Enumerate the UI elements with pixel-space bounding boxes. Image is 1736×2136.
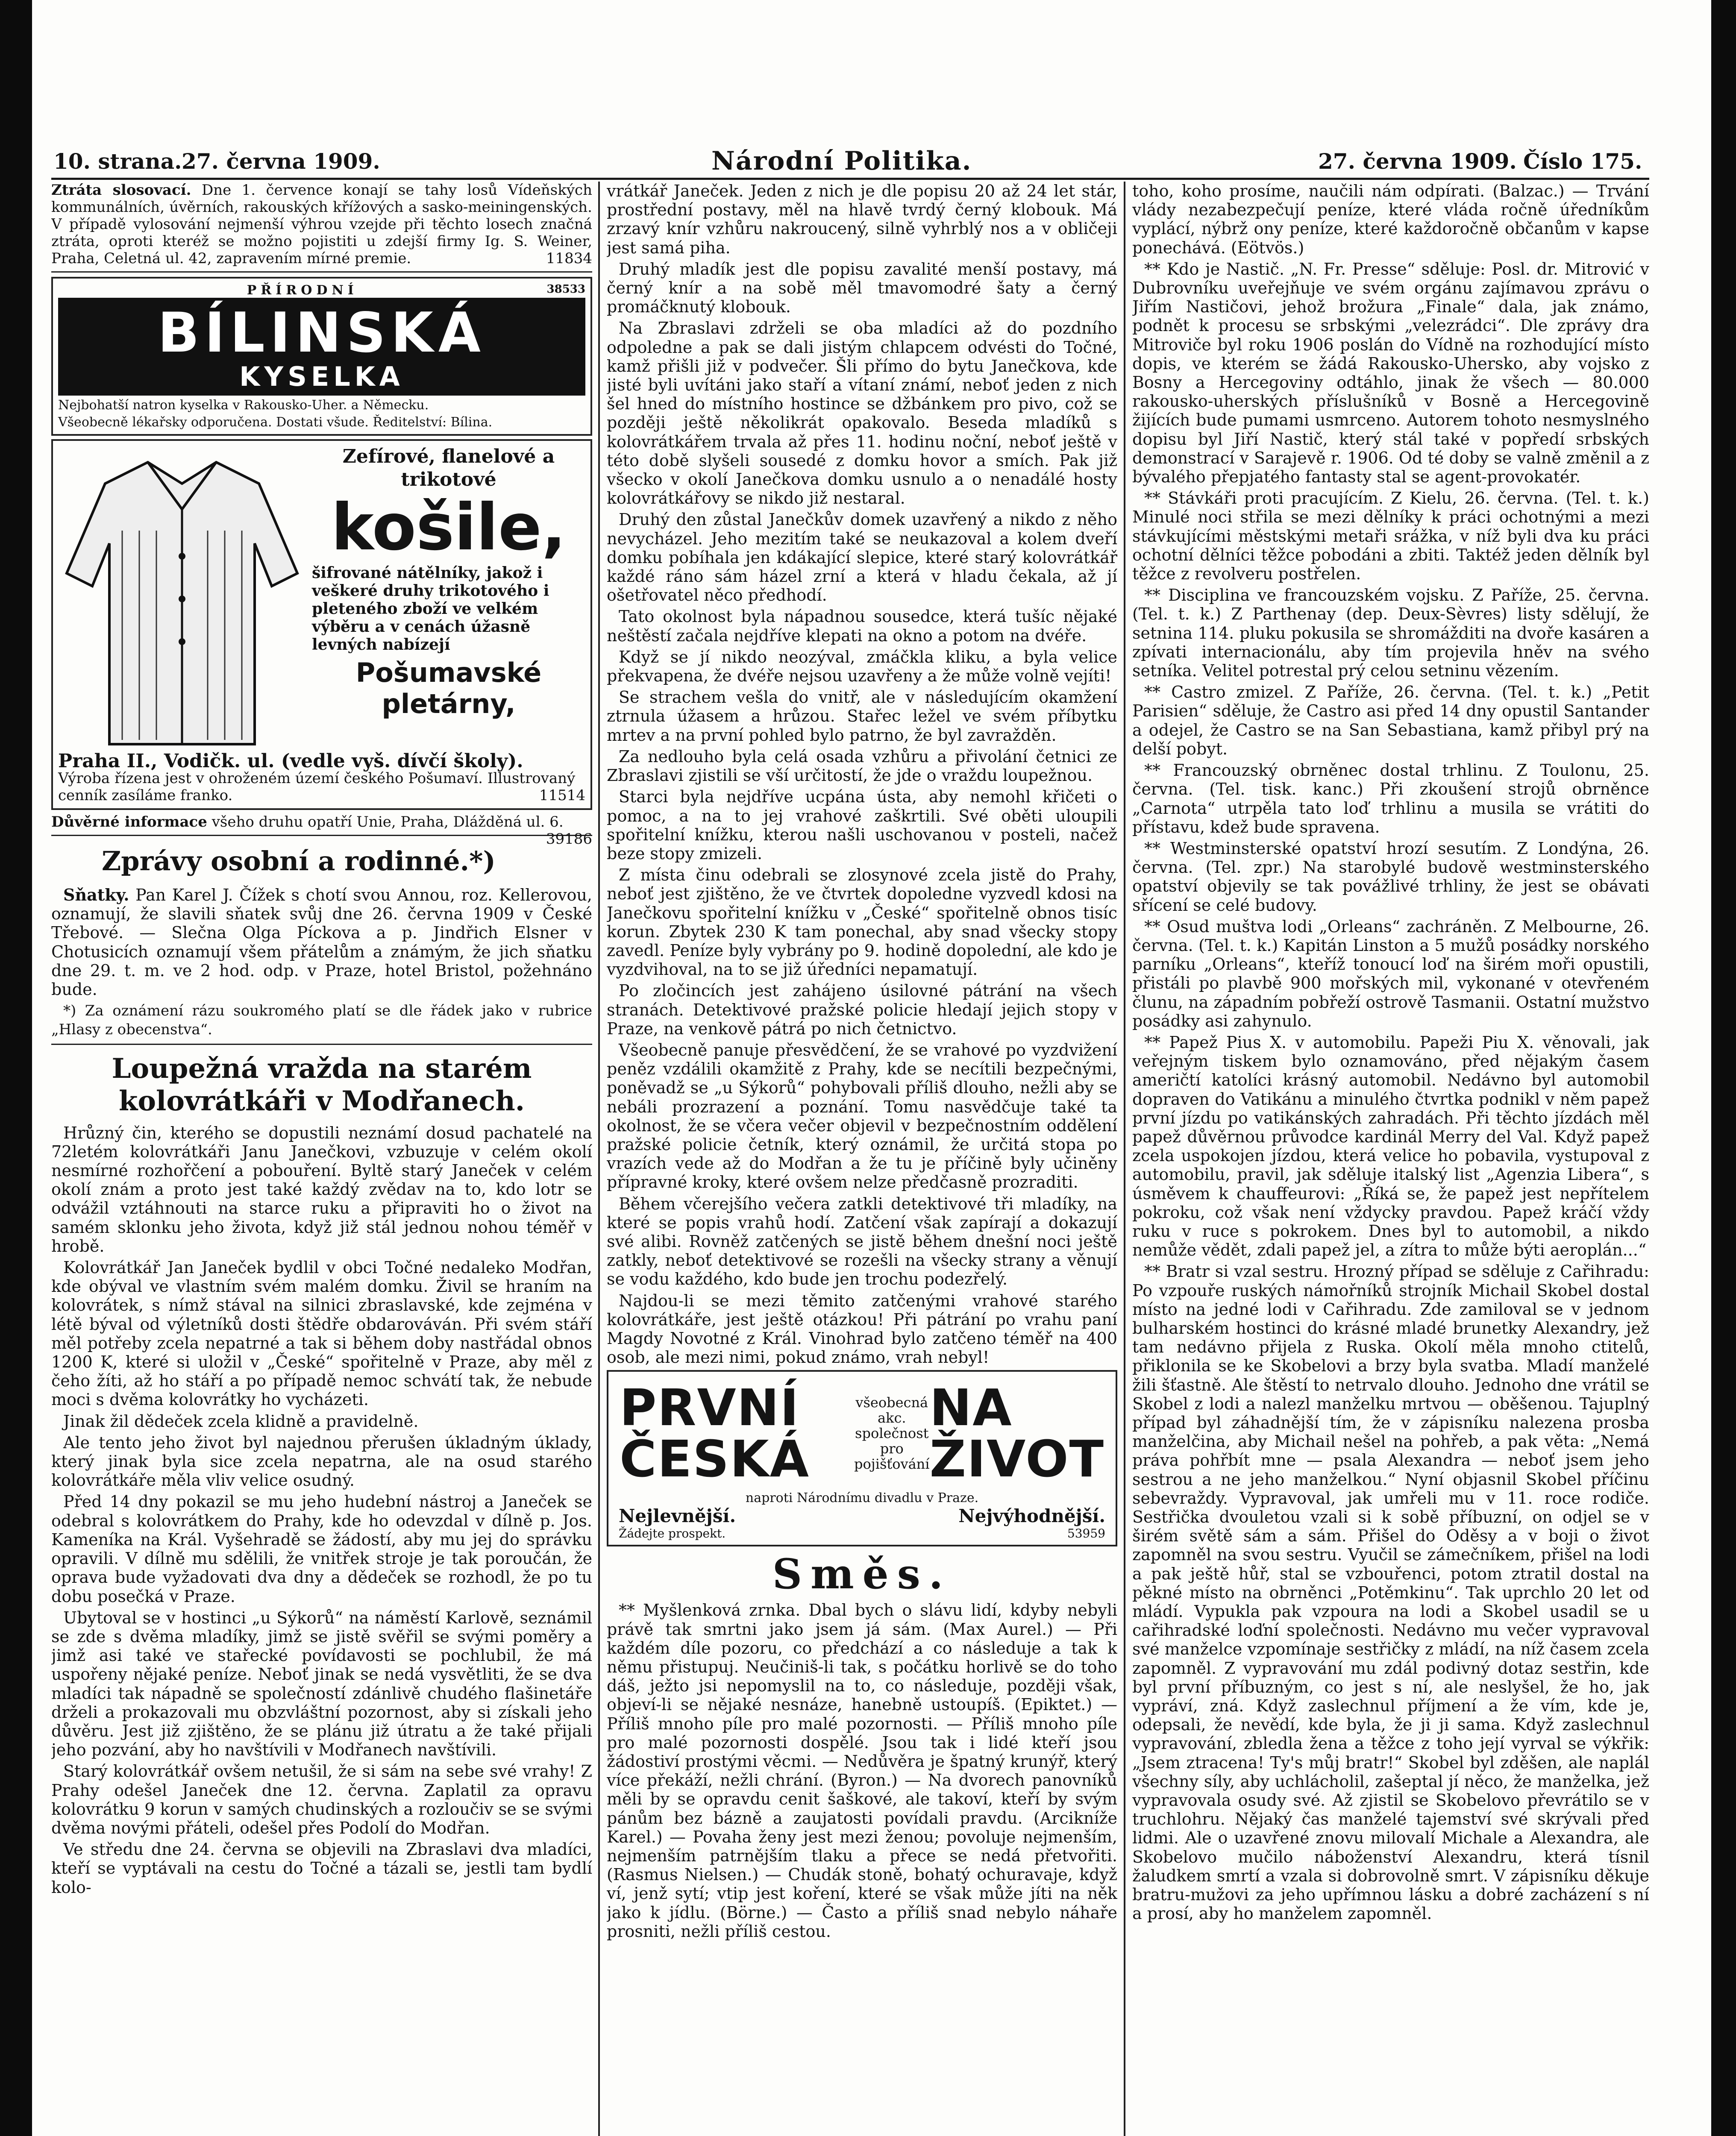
news-par: ** Castro zmizel. Z Paříže, 26. června. (Tel. t. k.) „Petit Parisien“ sděluje, že Castro asi před 14 dny opustil Santander a odejel, že Castro se na San Sebastiana, kamž přibyl prý na delší pobyt. [1132,683,1649,758]
murder-par: Druhý mladík jest dle popisu zavalité menší postavy, má černý knír a na sobě měl tmavomodré šaty a černý promáčknutý klobouk. [607,259,1117,317]
column-3 [1132,182,1649,2136]
insurance-middle3: pro [880,1441,904,1457]
page-header [53,146,1643,179]
murder-par: Před 14 dny pokazil se mu jeho hudební nástroj a Janeček se odebral s kolovrátkem do Prahy, kde ho odevzdal v dílně p. Jos. Kameníka na Král. Vyšehradě se žádostí, aby mu jej do správku opravili. V dílně mu sdělili, že vnitřek stroje je tak poroučán, že oprava bude vyžadovati dva dny a dědeček se rozhodl, že po tu dobu posečká v Praze. [51,1492,592,1606]
murder-par: Se strachem vešla do vnitř, ale v následujícím okamžení ztrnula úžasem a hrůzou. Stařec ležel ve svém příbytku mrtev a na první pohled bylo patrno, že byl zavražděn. [607,688,1117,745]
murder-par: Ubytoval se v hostinci „u Sýkorů“ na náměstí Karlově, seznámil se zde s dvěma mladíky, jimž se jistě svěřil se svými poměry a jimž asi také ve stařecké povídavosti se pochlubil, že má uspořeny nějaké peníze. Neboť jinak se nedá vysvětliti, že se dva mladíci tak nápadně se společností zdánlivě chudého flašinetáře drželi a prokazovali mu obzvláštní pozornost, aby si získali jeho důvěru. Jest již zjištěno, že se plánu již útratu a že také přijali jeho pozvání, aby ho navštívili v Modřanech navštívili. [51,1608,592,1760]
news-par: ** Disciplina ve francouzském vojsku. Z Paříže, 25. června. (Tel. t. k.) Z Parthenay (dep. Deux-Sèvres) listy sdělují, že setnina 114. pluku pokusila se shromážditi na dvoře kasáren a zpívati internacionálu, aby tím projevila hněv na svého setníka. Velitel potrestal prý celou setninu vězením. [1132,586,1649,681]
kosile-body: šifrované nátělníky, jakož i veškeré druhy trikotového i pleteného zboží ve velkém výběru a v cenách úžasně levných nabízejí [312,564,549,654]
murder-title: Loupežná vražda na starém kolovrátkáři v Modřanech. [112,1052,532,1117]
date-left: 27. června 1909. [182,149,380,174]
insurance-foot: Žádejte prospekt. [619,1526,726,1541]
insurance-middle [854,1395,929,1472]
insurance-middle1: všeobecná akc. [855,1394,928,1426]
info-notice [51,813,592,848]
news-par: ** Westminsterské opatství hrozí sesutím. Z Londýna, 26. června. (Tel. zpr.) Na starobylé budově westminsterského opatství objevily se tak povážlivé trhliny, že jest se obávati sřícení se celé budovy. [1132,839,1649,915]
bilinska-name: BÍLINSKÁ [158,301,486,365]
murder-par: Ale tento jeho život byl najednou přerušen úkladným úklady, který jinak byla sice zcela nepatrna, ale na osud starého kolovrátkáře měla vliv velice osudný. [51,1433,592,1490]
murder-par: Jinak žil dědeček zcela klidně a pravidelně. [63,1411,419,1431]
kosile-ad [51,439,592,810]
smes-par: ** Myšlenková zrnka. Dbal bych o slávu lidí, kdyby nebyli právě tak smrtni jako jsem já sám. (Max Aurel.) — Při každém díle pozoru, co předchází a co následuje a tak k němu přistupuj. Neučiniš-li tak, s počátku horlivě se do toho dáš, ježto jsi nepomyslil na to, co následuje, později však, objeví-li se nějaké nesnáze, hanebně ustoupíš. (Epiktet.) — Příliš mnoho píle pro malé pozornosti. — Příliš mnoho píle pro malé pozornosti dospělé. Jsou tak i lidé kteří jsou žádostiví prostými věcmi. — Nedůvěra je špatný krunýř, který více překáží, nežli chrání. (Byron.) — Na dvorech panovníků měli by se opravdu cenit šaškové, ale takoví, kteří by svým pánům bez bázně a zaujatosti povídali pravdu. (Arcikníže Karel.) — Povaha ženy jest mezi ženou; povoluje nejmenším, nejmenším patrnějším tlaku a přece se nedá přetvořiti. (Rasmus Nielsen.) — Chudák stoně, bohatý ochuravaje, když ví, jenž sytí; vtip jest koření, které se však může jíti na něk jako k jídlu. (Börne.) — Často a příliš snad nebylo náhaře prosniti, nežli příliš cestou. [607,1601,1117,1941]
loss-notice-text: Dne 1. července konají se tahy losů Vídeňských kommunálních, úvěrních, rakouských křížových a sasko-meiningenských. V případě vylosování nejmenší výhrou vzejde při těchto losech značná ztráta, oproti kteréž se možno pojistiti u zdejší firmy Ig. S. Weiner, Praha, Celetná ul. 42, zapravením mírné premie. [51,182,592,267]
insurance-line: naproti Národnímu divadlu v Praze. [745,1491,979,1506]
insurance-left: PRVNÍ ČESKÁ [620,1378,810,1489]
column-1 [51,182,592,2136]
personal-body: Pan Karel J. Čížek s chotí svou Annou, roz. Kellerovou, oznamují, že slavili sňatek svůj dne 26. června 1909 v České Třebové. — Slečna Olga Píckova a p. Jindřich Elsner v Chotusicích oznamují všem přátelům a známým, že jich sňatku dne 29. t. m. ve 2 hod. odp. v Praze, hotel Bristol, požehnáno bude. [51,886,592,999]
insurance-middle2: společnost [855,1425,929,1442]
bilinska-name2: KYSELKA [239,361,404,392]
murder-par: Během včerejšího večera zatkli detektivové tři mladíky, na které se popis vrahů hodí. Zatčení však zapírají a dokazují své alibi. Rovněž zatčených se jistě během dnešní noci ještě zatkly, neboť detektivové se rozešli na všecky strany a věnují se vodu každého, kdo bude jen trochu podezřelý. [607,1194,1117,1289]
murder-par: Všeobecně panuje přesvědčení, že se vrahové po vyzdvižení peněz vzdálili okamžitě z Prahy, kde se necítili bezpečnými, poněvadž se „u Sýkorů“ pohybovali příliš dlouho, nežli aby se nebáli prozrazení a poznání. Tomu nasvědčuje také ta okolnost, že se včera večer objevil v bezpečnostním oddělení pražské policie četník, který oznámil, že určitá stopa po vrazích vede až do Modřan a že tu je příčině byly učiněny přípravné kroky, které ovšem nelze předčasně prozraditi. [607,1040,1117,1192]
bilinska-sub1: Nejbohatší natron kyselka v Rakousko-Uher. a Německu. [58,398,429,413]
kosile-head2: košile, [331,490,566,565]
scan-edge-left [0,0,32,2136]
murder-par: Najdou-li se mezi těmito zatčenými vrahové starého kolovrátkáře, jest ještě otázkou! Při pátrání po vrahu paní Magdy Novotné z Král. Vinohrad bylo zatčeno téměř na 400 osob, ale mezi nimi, pokud známo, vrah nebyl! [607,1291,1117,1367]
page-number: 10. strana. [53,149,182,174]
bilinska-ad [51,277,592,436]
loss-notice [51,182,592,267]
murder-par: vrátkář Janeček. Jeden z nich je dle popisu 20 až 24 let stár, prostřední postavy, měl na hlavě tvrdý černý klobouk. Má zrzavý knír vzhůru nakroucený, silně vyhrblý nos a v obličeji jest samá piha. [607,182,1117,257]
insurance-best: Nejvýhodnější. [958,1505,1105,1527]
bilinska-label-text: PŘÍRODNÍ [247,283,358,298]
loss-notice-lead: Ztráta slosovací. [51,182,191,199]
insurance-cheap: Nejlevnější. [619,1505,736,1527]
kosile-text [312,445,585,753]
murder-par: Ve středu dne 24. června se objevili na Zbraslavi dva mladíci, kteří se vyptávali na cestu do Točné a tázali se, jestli tam bydlí kolo- [51,1840,592,1897]
smes-title: Směs. [772,1550,952,1599]
murder-par: Když se jí nikdo neozýval, zmáčkla kliku, a byla velice překvapena, že dvéře nejsou uzavřeny a že může volně vejíti! [607,647,1117,686]
murder-par: Starci byla nejdříve ucpána ústa, aby nemohl křičeti o pomoc, a na to jej vrahové zaškrtili. Své oběti uloupili spořitelní knížku, kterou našli uschovanou v posteli, načež beze stopy zmizeli. [607,787,1117,863]
news-par: ** Bratr si vzal sestru. Hrozný případ se sděluje z Cařihradu: Po vzpouře ruských námořníků strojník Michail Skobel dostal místo na jedné lodi v Cařihradu. Zde zamiloval se v jednom bulharském hostinci do krásné mladé brunetky Alexandry, jež tam nedávno přijela z Ruska. Okolí měla mnoho ctitelů, přiklonila se ke Skobelovi a brzy byla svatba. Mladí manželé žili šťastně. Ale štěstí to netrvalo dlouho. Jednoho dne vrátil se Skobel z lodi a nalezl manželku mrtvou — oběšenou. Tajuplný případ byl záhadnější tím, že v zápisníku nalezena prosba manželčina, aby Michail nešel na pohřeb, a pak věta: „Nemá práva pohřbít mne — psala Alexandra — neboť jsem jeho sestrou a ne jeho manželkou.“ Nyní objasnil Skobel příčinu sebevraždy. Vypravoval, jak umřeli mu v 11. roce rodiče. Sestřička dvouletou vzali si k sobě příbuzní, on odjel se v širém světě sám a sám. Přišel do Oděsy a v boji o život zapomněl na svou sestru. Vyučil se zámečníkem, přišel na lodi a pak ještě hůř, stal se vzbouřenci, potom ztratil dostal na pěkné místo na obrněnci „Potěmkinu“. Tak uprchlo 20 let od mládí. Vypukla pak vzpoura na lodi a Skobel usadil se u cařihradské loďní společnosti. Nedávno mu večer vypravoval své manželce vzpomínaje sestřičky z mládí, na níž časem zcela zapomněl. Z vypravování mu zdál podivný dotaz sestřin, kde byl první příbuzným, co jest s ní, ale neslyšel, že ho, jak vypráví, zná. Když zaslechnul příjmení a že vím, kde je, odepsali, že nevědí, kde byla, že ji ji sama. Když zaslechnul vypravování, zbledla žena a těžce z toho její vyrval se výkřik: „Jsem ztracena! Ty's můj bratr!“ Skobel byl zděšen, ale naplál všechny síly, aby uchlácholil, zašeptal jí něco, že manželka, jež vypravovala osudy své. Až zjistil se Skobelovo převrátilo se v truchlohru. Nějaký čas manželé tajemství své skrývali před lidmi. Ale o uzavřené znovu milovalí Michale a Alexandra, ale Skobelovo mučilo náboženství Alexandru, která tísnil žaludkem smrtí a vzala si dobrovolně smrt. V zápisníku děkuje bratru-mužovi za jeho upřímnou lásku a dobré zacházení s ní a prosí, aby ho manželem zapomněl. [1132,1262,1649,1923]
murder-par: Z místa činu odebrali se zlosynové zcela jistě do Prahy, neboť jest zjištěno, že ve čtvrtek dopoledne vyzvedl kdosi na Janečkovu spořitelní knížku v „České“ spořitelně obnos tisíc korun. Zbytek 230 K tam ponechal, aby snad všecky stopy zavedl. Peníze byly vybrány po 9. hodině dopolední, ale kdo je vyzdvihoval, na to se již úředníci nepamatují. [607,866,1117,979]
header-rule [51,178,1649,180]
news-par: ** Papež Pius X. v automobilu. Papeži Piu X. věnovali, jak veřejným tiskem bylo oznamováno, před nějakým časem američtí katolíci krásný automobil. Nedávno byl automobil dopraven do Vatikánu a minulého čtvrtka podnikl v něm papež první jízdu po vatikánských zahradách. Při těchto jízdách měl papež důvěrnou průvodce kardinál Merry del Val. Když papež zcela uspokojen jízdou, která velice ho pobavila, vystupoval z automobilu, pravil, jak sděluje italský list „Agenzia Libera“, s úsměvem k chauffeurovi: „Říká se, že papež jest nepřítelem pokroku, což však není vždycky pravdou. Papež kráčí vždy ruku v ruce s pokrokem. Dnes byl to automobil, a nikdo nemůže vědět, zdali papež jel, a zítra to může býti aeroplán...“ [1132,1033,1649,1260]
personal-note: *) Za oznámení rázu soukromého platí se dle řádek jako v rubrice „Hlasy z obecenstva“. [51,1002,592,1039]
scan-edge-right [1711,0,1736,2136]
murder-par: Hrůzný čin, kterého se dopustili neznámí dosud pachatelé na 72letém kolovrátkáři Janu Janečkovi, vzbuzuje v celém okolí nesmírné rozhořčení a pobouření. Byltě starý Janeček v celém okolí znám a proto jest také každý zvědav na to, kdo lotr se odvážil vztáhnouti na starce ruku a připraviti ho o život na samém sklonku jeho života, když již stál jednou nohou téměř v hrobě. [51,1123,592,1256]
news-par: toho, koho prosíme, naučili nám odpírati. (Balzac.) — Trvání vlády nezabezpečují peníze, které vláda ročně úředníkům vyplácí, nýbrž ony peníze, které každoročně občanům v kapse ponechává. (Eötvös.) [1132,182,1649,257]
loss-notice-code: 11834 [546,250,592,267]
kosile-head1: Zefírové, flanelové a trikotové [342,446,555,490]
kosile-firm: Pošumavské pletárny, [355,657,542,719]
kosile-foot-code: 11514 [539,787,585,804]
murder-par: Kolovrátkář Jan Janeček bydlil v obci Točné nedaleko Modřan, kde obýval ve vlastním svém malém domku. Živil se hraním na kolovrátek, s nímž stával na silnici zbraslavské, kde zejména v létě býval od výletníků dosti štědře obdarováván. Při svém stáří měl potřeby zcela nepatrné a tak si během doby nastřádal obnos 1200 K, které si uložil v „České“ spořitelně v Praze, aby měl z čeho žíti, až ho stáří a po případě nemoc schvátí tak, že nebude moci s dvěma kolovrátky ho vycházeti. [51,1258,592,1409]
info-text: všeho druhu opatří Unie, Praha, Dlážděná ul. 6. [211,813,564,830]
kosile-foot: Výroba řízena jest v ohroženém území českého Pošumaví. Illustrovaný cenník zasíláme franko. [58,770,576,804]
column-2 [607,182,1117,2136]
insurance-middle4: pojišťování [854,1456,930,1473]
bilinska-logo [58,298,585,396]
bilinska-code: 38533 [546,283,585,296]
insurance-right: NA ŽIVOT [929,1378,1105,1489]
bilinska-sub2: Všeobecně lékařsky odporučena. Dostati všude. Ředitelství: Bílina. [58,415,493,430]
date-right: 27. června 1909. [1318,149,1517,174]
murder-par: Starý kolovrátkář ovšem netušil, že si sám na sebe své vrahy! Z Prahy odešel Janeček dne 12. června. Zaplatil za opravu kolovrátku 9 korun v samých chudinských a rozloučiv se se svými dvěma novými přáteli, odešel přes Podolí do Modřan. [51,1762,592,1837]
murder-par: Za nedlouho byla celá osada vzhůru a přivolání četnici ze Zbraslavi zjistili se vší určitostí, že jde o vraždu loupežnou. [607,747,1117,785]
bilinska-label [58,283,585,298]
info-code: 39186 [546,830,592,848]
info-lead: Důvěrné informace [51,813,207,830]
masthead: Národní Politika. [711,146,972,176]
divider [51,271,592,273]
news-par: ** Kdo je Nastič. „N. Fr. Presse“ sděluje: Posl. dr. Mitrović v Dubrovníku uveřejňuje ve svém orgánu zajímavou zprávu o Jiřím Nastičovi, jehož brožura „Finale“ dala, jak známo, podnět k procesu se srbskými „velezrádci“. Dle zprávy dra Mitroviče byl roku 1906 poslán do Vídně na rozhodující místo dopis, ve kterém se žádá Rakousko-Uhersko, aby vojsko z Bosny a Hercegoviny odtáhlo, jinak že všech — 80.000 rakousko-uherských příslušníků v Bosně a Hercegovině žijících bude pumami usmrceno. Autorem tohoto nesmyslného dopisu byl Jiří Nastič, který stál také v popředí srbských demonstrací v Sarajevě r. 1906. Od té doby se valně změnil a z bývalého přepjatého fantasty stal se agent-provokatér. [1132,259,1649,487]
kosile-address: Praha II., Vodičk. ul. (vedle vyš. dívčí školy). [58,750,523,772]
kosile-footer [58,750,585,804]
murder-par: Druhý den zůstal Janečkův domek uzavřený a nikdo z něho nevycházel. Jeho mezitím také se neukazoval a kolem dveří domku pobíhala jen kdákající slepice, které starý kolovrátkář každé ráno sám házel zrní a která v hladu čekala, až jí ošetřovatel něco předhodí. [607,510,1117,605]
murder-par: Tato okolnost byla nápadnou sousedce, která tušíc nějaké neštěstí začala nejdříve klepati na okno a potom na dvéře. [607,607,1117,645]
murder-par: Na Zbraslavi zdrželi se oba mladíci až do pozdního odpoledne a pak se dali jistým chlapcem odvésti do Točné, kamž přišli již v podvečer. Šli přímo do bytu Janečkova, kde jisté byli uvítáni jako staří a vítaní známí, neboť jeden z nich šel hned do místního hostince se džbánkem pro pivo, což se později ještě několikrát opakovalo. Beseda mladíků s kolovrátkářem trvala až přes 11. hodinu noční, neboť ještě v této době slyšeli sousedé z domku hovor a smích. Pak již všecko v okolí Janečkova domku usnulo a o nenadálé hosty kolovrátkářovy se nikdo již nestaral. [607,319,1117,508]
shirt-illustration [58,445,306,753]
divider [51,1044,592,1045]
personal-title: Zprávy osobní a rodinné.*) [101,845,496,877]
insurance-ad [607,1370,1117,1546]
divider [51,835,592,836]
column-rule-2 [1124,182,1125,2136]
murder-par: Po zločincích jest zahájeno úsilovné pátrání na všech stranách. Detektivové pražské policie hledají jejich stopy v Praze, na venkově pátrá po nich četnictvo. [607,981,1117,1038]
personal-text [51,886,592,999]
column-rule-1 [598,182,600,2136]
news-par: ** Stávkáři proti pracujícím. Z Kielu, 26. června. (Tel. t. k.) Minulé noci střila se mezi dělníky k práci ochotnými a mezi stávkujícími městskými metaři srážka, v níž byli dva ku práci ochotní dělníci těžce pobodáni a zbiti. Taktéž jeden dělník byl těžce z revolveru postřelen. [1132,489,1649,584]
personal-lead: Sňatky. [63,885,129,904]
issue-number: Číslo 175. [1523,149,1642,174]
news-par: ** Osud muštva lodi „Orleans“ zachráněn. Z Melbourne, 26. června. (Tel. t. k.) Kapitán Linston a 5 mužů posádky norského parníku „Orleans“, kteříž tonoucí loď na širém moři opustili, přistáli po plavbě 900 mořských mil, vykonané v otevřeném člunu, na západním pobřeží ostrově Tasmanii. Ostatní mužstvo posádky asi zahynulo. [1132,917,1649,1030]
news-par: ** Francouzský obrněnec dostal trhlinu. Z Toulonu, 25. června. (Tel. tisk. kanc.) Při zkoušení strojů obrněnce „Carnota“ utrpěla tato loď trhlinu a musila se vrátiti do přístavu, kdež bude spravena. [1132,761,1649,836]
insurance-code: 53959 [1067,1526,1105,1541]
